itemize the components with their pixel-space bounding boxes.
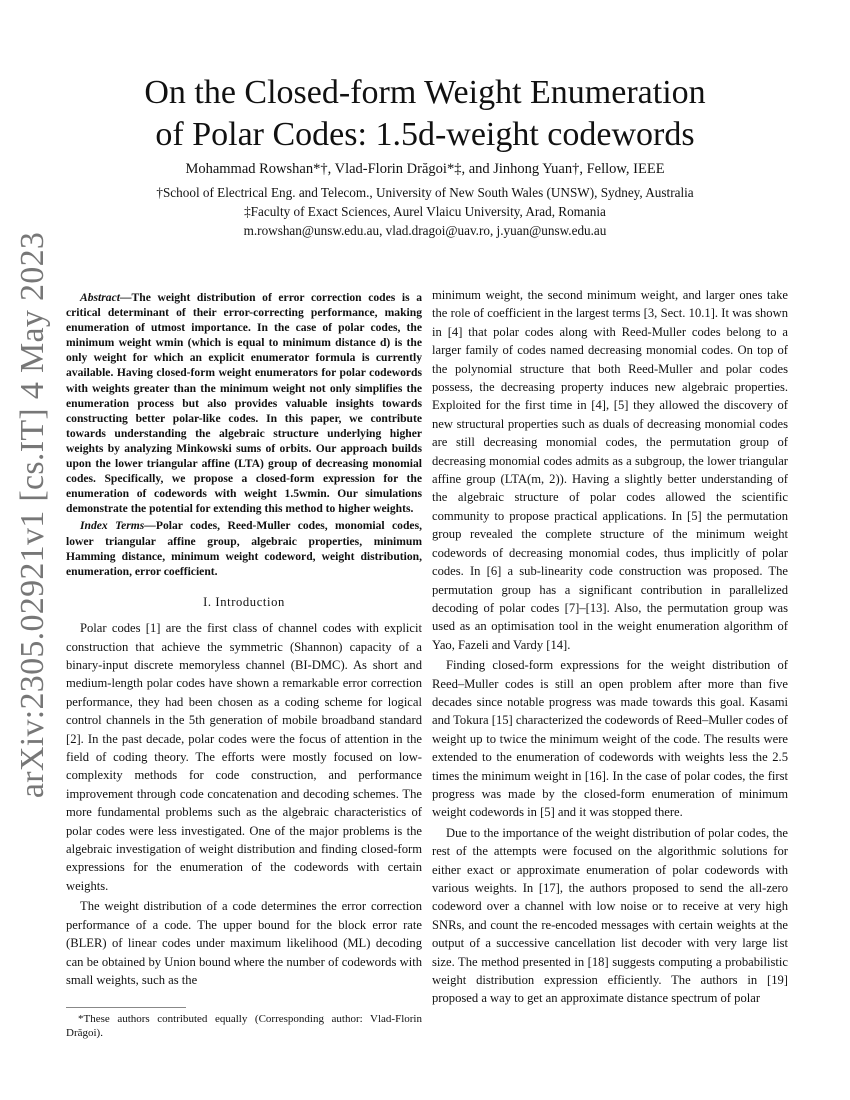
title-line-2: of Polar Codes: 1.5d-weight codewords bbox=[155, 116, 695, 153]
body-paragraph: Finding closed-form expressions for the weight distribution of Reed–Muller codes is still an open problem after more than five decades since notable progress was made towards this goal. Kasami and Tokura [15] characterized the codewords of Reed–Muller codes of weight up to twice the minimum weight of the code. The results were extended to the enumeration of codewords with weights less the 2.5 times the minimum weight in [16]. In the case of polar codes, the first progress was made by the closed-form enumeration of minimum weight codewords in [5] and it was stopped there. bbox=[432, 658, 788, 820]
title-line-1: On the Closed-form Weight Enumeration bbox=[144, 74, 706, 111]
arxiv-sidebar bbox=[2, 231, 64, 799]
paper-title bbox=[0, 72, 850, 156]
section-heading-introduction: I. Introduction bbox=[203, 594, 285, 609]
affiliation-arad: ‡Faculty of Exact Sciences, Aurel Vlaicu University, Arad, Romania bbox=[244, 204, 606, 219]
abstract bbox=[66, 290, 422, 516]
footnote-block bbox=[66, 1007, 422, 1040]
body-paragraph: minimum weight, the second minimum weight, and larger ones take the role of coefficient in the largest terms [3, Sect. 10.1]. It was shown in [4] that polar codes along with Reed-Muller codes belong to a larger family of codes named decreasing monomial codes. On top of the polynomial structure that both Reed-Muller and polar codes possess, the decreasing property induces new algebraic properties. Exploited for the first time in [4], [5] they allowed the discovery of new structural properties such as duals of decreasing monomial codes are still decreasing monomial codes, the permutation group of decreasing monomial codes admits as a subgroup, the lower triangular affine group (LTA(m, 2)). Having a slightly better understanding of the algebraic structure of polar codes allowed the scientific community to propose practical applications. In [5] the permutation group revealed the complete structure of the minimum weight codewords of decreasing monomial codes, thus implicitly of polar codes. In [6] a sub-linearity code construction was proposed. The permutation group has a significant contribution in parallelized decoding of polar codes [7]–[13]. Also, the permutation group was used as an optimisation tool in the weight enumeration algorithm of Yao, Fazeli and Vardy [14]. bbox=[432, 288, 788, 652]
index-terms-text: Polar codes, Reed-Muller codes, monomial codes, lower triangular affine group, algebraic properties, minimum Hamming distance, minimum weight codeword, weight distribution, enumeration, error coefficient. bbox=[66, 519, 422, 578]
footnote: *These authors contributed equally (Corresponding author: Vlad-Florin Drăgoi). bbox=[66, 1013, 422, 1040]
intro-paragraph: The weight distribution of a code determines the error correction performance of a code. The upper bound for the block error rate (BLER) of linear codes under maximum likelihood (ML) decoding can be obtained by Union bound where the number of codewords with small weights, such as the bbox=[66, 899, 422, 987]
footnote-rule bbox=[66, 1007, 186, 1008]
abstract-label: Abstract— bbox=[80, 291, 132, 304]
body-paragraph: Due to the importance of the weight distribution of polar codes, the rest of the attempts were focused on the algorithmic solutions for either exact or approximate enumeration of polar codewords with various weights. In [17], the authors proposed to send the all-zero codeword over a channel with low noise or to receive at very high SNRs, and count the re-encoded messages with certain weights at the output of a successive cancellation list decoder with very large list size. The method presented in [18] suggests computing a probabilistic weight distribution expression efficiently. The authors in [19] proposed a way to get an approximate distance spectrum of polar bbox=[432, 825, 788, 1006]
author-emails: m.rowshan@unsw.edu.au, vlad.dragoi@uav.ro, j.yuan@unsw.edu.au bbox=[243, 223, 607, 238]
intro-paragraph: Polar codes [1] are the first class of channel codes with explicit construction that achieve the symmetric (Shannon) capacity of a binary-input discrete memoryless channel (BI-DMC). As short and medium-length polar codes have shown a remarkable error correction performance, they had been chosen as a coding scheme for logical control channels in the 5th generation of mobile broadband standard [2]. In the past decade, polar codes were the focus of attention in the field of coding theory. The efforts were mostly focused on low-complexity methods for code construction, and performance improvement through code concatenation and decoding schemes. The more fundamental problems such as the algebraic characteristics of polar codes were less investigated. One of the major problems is the algebraic investigation of weight distribution and finding closed-form expressions for the enumeration of the codewords with certain weights. bbox=[66, 621, 422, 893]
index-terms-label: Index Terms— bbox=[80, 519, 156, 533]
arxiv-identifier: arXiv:2305.02921v1 [cs.IT] 4 May 2023 bbox=[14, 231, 51, 799]
abstract-text: The weight distribution of error correction codes is a critical determinant of their error-correcting performance, making enumeration of utmost importance. In the case of polar codes, the minimum weight wmin (which is equal to minimum distance d) is the only weight for which an explicit enumerator formula is currently available. Having closed-form weight enumerators for polar codewords with weights greater than the minimum weight not only simplifies the enumeration process but also provides valuable insights towards constructing better polar-like codes. In this paper, we contribute towards understanding the algebraic structure underlying higher weights by analyzing Minkowski sums of orbits. Our approach builds upon the lower triangular affine (LTA) group of decreasing monomial codes. Specifically, we propose a closed-form expression for the enumeration of codewords with weight 1.5wmin. Our simulations demonstrate the potential for extending this method to higher weights. bbox=[66, 291, 422, 516]
affiliation-unsw: †School of Electrical Eng. and Telecom., University of New South Wales (UNSW), Sydney, Australia bbox=[156, 185, 694, 200]
index-terms bbox=[66, 518, 422, 578]
left-column bbox=[66, 290, 422, 1040]
author-list: Mohammad Rowshan*†, Vlad-Florin Drăgoi*‡, and Jinhong Yuan†, Fellow, IEEE bbox=[185, 161, 665, 177]
right-column bbox=[432, 286, 788, 1008]
